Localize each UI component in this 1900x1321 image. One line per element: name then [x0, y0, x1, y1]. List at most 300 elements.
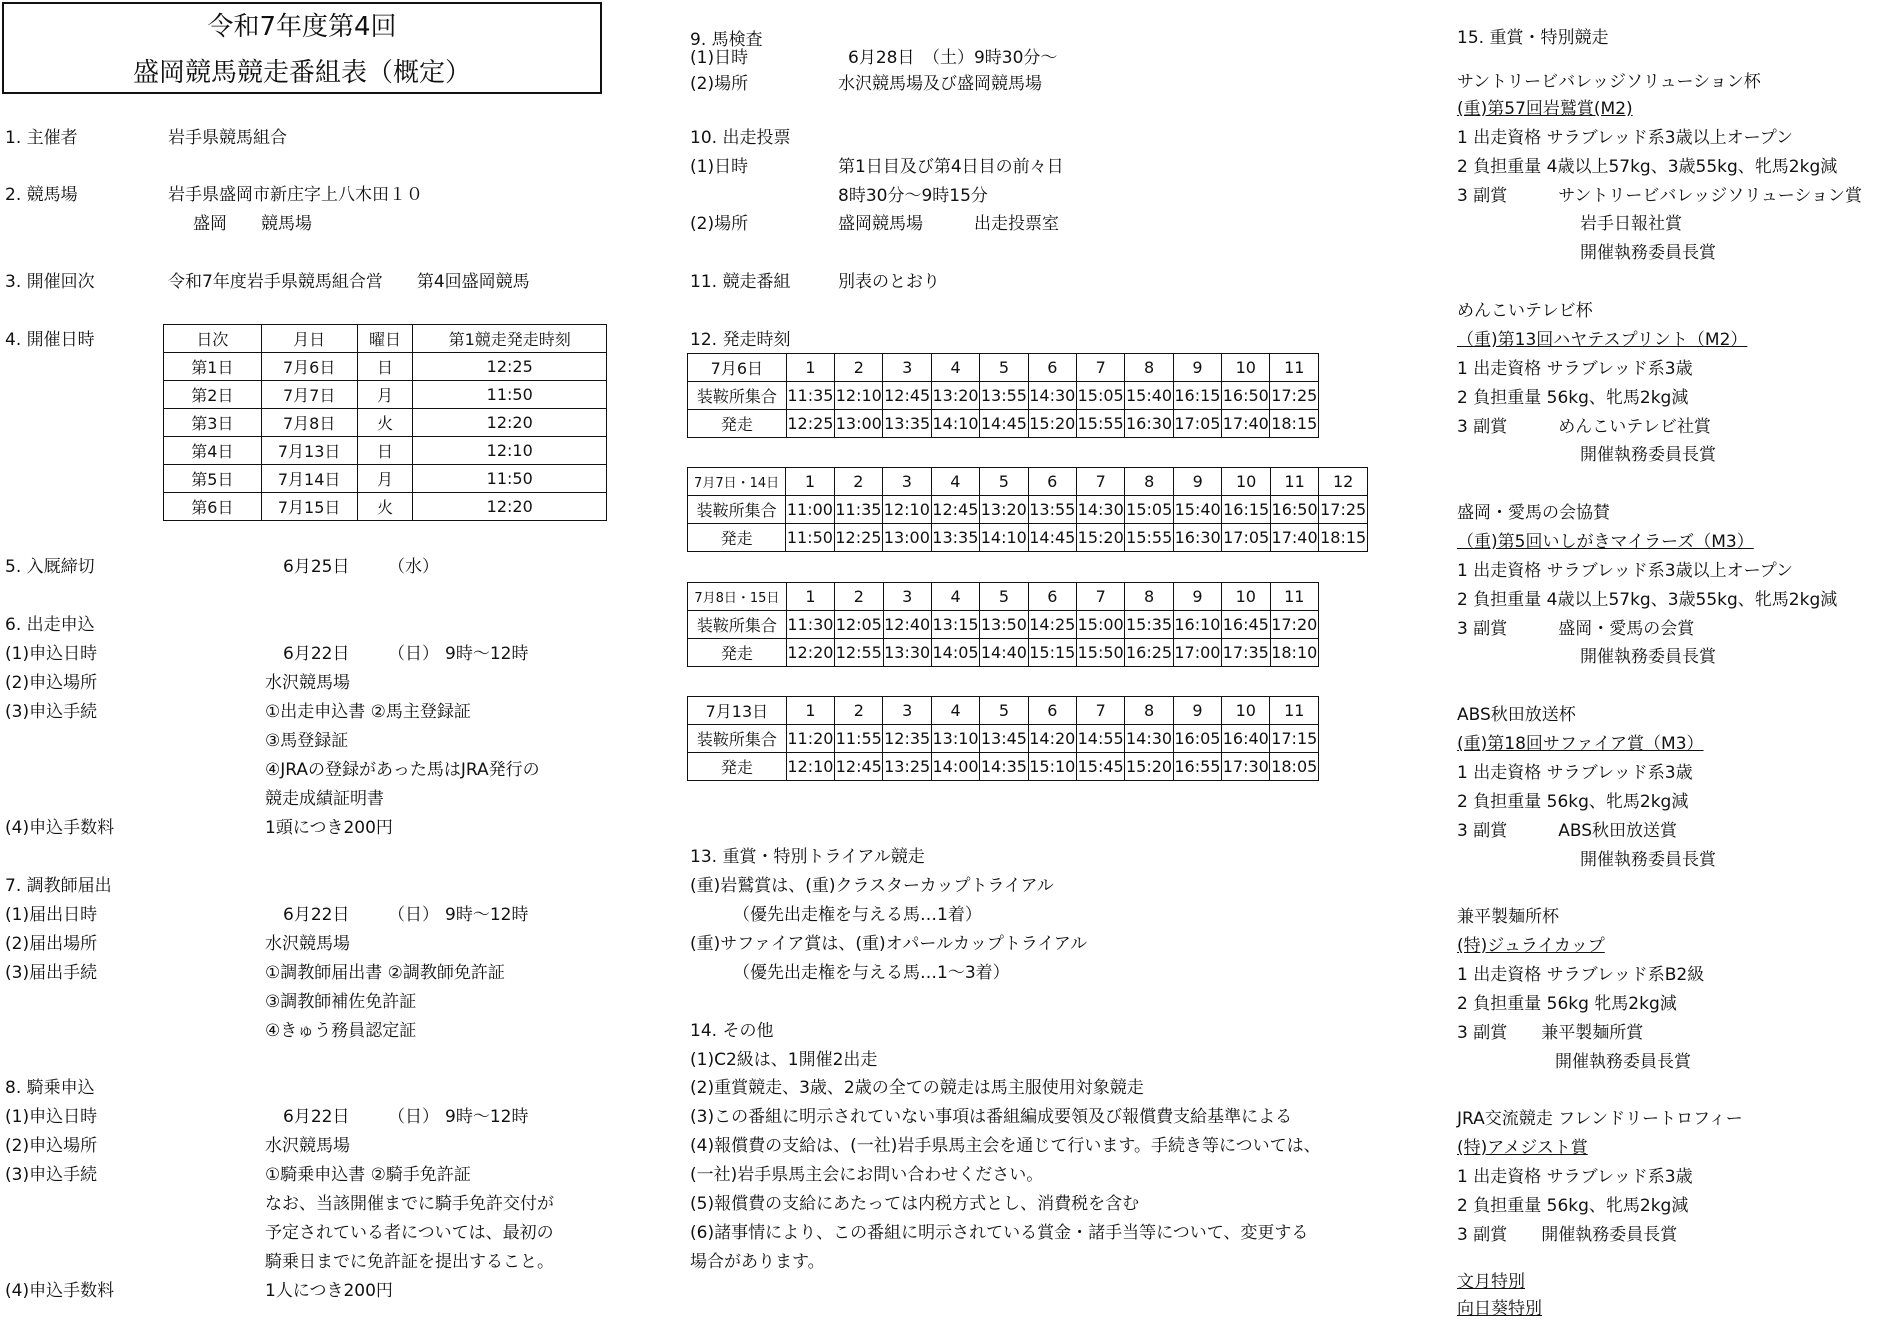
r1-eligibility: 1 出走資格 サラブレッド系3歳以上オープン — [1457, 128, 1794, 148]
r1-race: (重)第57回岩鷲賞(M2) — [1457, 99, 1633, 119]
start-row — [688, 524, 1368, 552]
time-cell: 13:20 — [980, 496, 1028, 524]
time-cell: 16:05 — [1173, 725, 1221, 753]
race-number: 9 — [1173, 583, 1221, 611]
table-row — [164, 353, 607, 381]
s13-label: 13. 重賞・特別トライアル競走 — [690, 847, 925, 867]
s13-line-2: （優先出走権を与える馬…1着） — [733, 905, 982, 925]
time-cell: 17:15 — [1270, 725, 1319, 753]
s14-line-7: (6)諸事情により、この番組に明示されている賞金・諸手当等について、変更する — [690, 1223, 1309, 1243]
time-cell: 14:10 — [980, 524, 1028, 552]
race-number: 3 — [883, 468, 931, 496]
cell: 12:20 — [413, 493, 607, 521]
time-cell: 13:10 — [931, 725, 979, 753]
time-cell: 13:00 — [835, 410, 883, 438]
cell: 第6日 — [164, 493, 262, 521]
s8-r3-line-2: なお、当該開催までに騎手免許交付が — [265, 1194, 554, 1214]
table-row — [164, 409, 607, 437]
s6-r3-line-3: ④JRAの登録があった馬はJRA発行の — [265, 760, 540, 780]
r2-weight: 2 負担重量 56kg、牝馬2kg減 — [1457, 388, 1689, 408]
time-cell: 16:55 — [1173, 753, 1221, 781]
race-number: 2 — [834, 468, 882, 496]
race-number: 2 — [835, 697, 883, 725]
race-number: 10 — [1222, 697, 1270, 725]
time-cell: 11:30 — [786, 611, 834, 639]
cell: 12:25 — [413, 353, 607, 381]
cell: 火 — [357, 409, 413, 437]
race-number: 12 — [1319, 468, 1368, 496]
r1-weight: 2 負担重量 4歳以上57kg、3歳55kg、牝馬2kg減 — [1457, 157, 1838, 177]
start-row — [688, 753, 1319, 781]
time-cell: 17:05 — [1173, 410, 1221, 438]
time-cell: 13:35 — [931, 524, 979, 552]
time-cell: 11:35 — [834, 496, 882, 524]
title-line-2: 盛岡競馬競走番組表（概定） — [132, 58, 471, 88]
s6-r3-label: (3)申込手続 — [5, 702, 98, 722]
r4-race: (重)第18回サファイア賞（M3） — [1457, 734, 1704, 754]
time-cell: 17:25 — [1270, 382, 1319, 410]
time-cell: 16:30 — [1125, 410, 1173, 438]
time-cell: 15:05 — [1125, 496, 1173, 524]
time-cell: 14:30 — [1125, 725, 1173, 753]
cell: 7月15日 — [261, 493, 357, 521]
r1-prize-2: 岩手日報社賞 — [1580, 214, 1682, 234]
race-number: 1 — [786, 468, 834, 496]
s6-r3-line-4: 競走成績証明書 — [265, 789, 384, 809]
race-number: 1 — [786, 354, 834, 382]
time-cell: 13:00 — [883, 524, 931, 552]
r5-prize-1: 3 副賞 兼平製麺所賞 — [1457, 1023, 1644, 1043]
r3-sponsor: 盛岡・愛馬の会協賛 — [1457, 503, 1610, 523]
assembly-row — [688, 611, 1319, 639]
s7-r3-line-3: ④きゅう務員認定証 — [265, 1021, 417, 1041]
r3-race: （重)第5回いしがきマイラーズ（M3） — [1457, 532, 1754, 552]
s8-r3-label: (3)申込手続 — [5, 1165, 98, 1185]
s3-label: 3. 開催回次 — [5, 272, 95, 292]
s10-r2-value: 盛岡競馬場 出走投票室 — [838, 214, 1059, 234]
start-time-table-2 — [687, 582, 1319, 667]
time-cell: 14:45 — [1028, 524, 1076, 552]
race-number: 4 — [931, 697, 979, 725]
race-number: 10 — [1222, 583, 1270, 611]
r6-race: (特)アメジスト賞 — [1457, 1138, 1588, 1158]
time-cell: 18:15 — [1319, 524, 1368, 552]
s5-dow: （水） — [388, 557, 439, 577]
table-date: 7月6日 — [688, 354, 787, 382]
s1-value: 岩手県競馬組合 — [168, 128, 287, 148]
race-number: 8 — [1125, 468, 1173, 496]
s11-value: 別表のとおり — [838, 272, 940, 292]
race-number: 11 — [1270, 354, 1319, 382]
time-cell: 15:15 — [1028, 639, 1076, 667]
r7-line-1: 文月特別 — [1457, 1272, 1525, 1292]
s6-r1-date: 6月22日 — [283, 644, 350, 664]
start-time-table-0 — [687, 353, 1319, 438]
race-number: 9 — [1173, 697, 1221, 725]
time-cell: 13:30 — [883, 639, 931, 667]
start-time-table-1 — [687, 467, 1368, 552]
assembly-row — [688, 725, 1319, 753]
r2-sponsor: めんこいテレビ杯 — [1457, 301, 1593, 321]
time-cell: 13:55 — [980, 382, 1028, 410]
race-number: 6 — [1028, 583, 1076, 611]
time-cell: 13:55 — [1028, 496, 1076, 524]
time-cell: 16:50 — [1222, 382, 1270, 410]
time-cell: 15:55 — [1076, 410, 1124, 438]
cell: 日 — [357, 437, 413, 465]
s8-r4-label: (4)申込手数料 — [5, 1281, 115, 1301]
cell: 第4日 — [164, 437, 262, 465]
s8-r1-dow: （日） — [388, 1107, 439, 1127]
title-box — [2, 2, 602, 94]
time-cell: 14:55 — [1076, 725, 1124, 753]
r6-weight: 2 負担重量 56kg、牝馬2kg減 — [1457, 1196, 1689, 1216]
row-label: 発走 — [688, 639, 787, 667]
header-cell: 月日 — [261, 325, 357, 353]
s8-r2-value: 水沢競馬場 — [265, 1136, 350, 1156]
time-cell: 16:45 — [1222, 611, 1270, 639]
time-cell: 12:40 — [883, 611, 931, 639]
s6-r2-value: 水沢競馬場 — [265, 673, 350, 693]
table-date: 7月7日・14日 — [688, 468, 786, 496]
r7-line-2: 向日葵特別 — [1457, 1299, 1542, 1319]
s2-value-2: 盛岡 競馬場 — [193, 214, 312, 234]
s8-r3-line-4: 騎乗日までに免許証を提出すること。 — [265, 1252, 554, 1272]
cell: 7月8日 — [261, 409, 357, 437]
race-number: 11 — [1270, 583, 1319, 611]
time-cell: 15:20 — [1125, 753, 1173, 781]
time-cell: 15:05 — [1076, 382, 1124, 410]
s14-line-4: (4)報償費の支給は、(一社)岩手県馬主会を通じて行います。手続き等については、 — [690, 1136, 1321, 1156]
cell: 月 — [357, 381, 413, 409]
race-number: 5 — [980, 697, 1028, 725]
race-number: 6 — [1028, 468, 1076, 496]
time-cell: 11:35 — [786, 382, 834, 410]
s13-line-3: (重)サファイア賞は、(重)オパールカップトライアル — [690, 934, 1088, 954]
s7-r2-label: (2)届出場所 — [5, 934, 98, 954]
s7-r3-label: (3)届出手続 — [5, 963, 98, 983]
cell: 12:10 — [413, 437, 607, 465]
r5-race: (特)ジュライカップ — [1457, 936, 1605, 956]
s2-value: 岩手県盛岡市新庄字上八木田１０ — [168, 185, 423, 205]
time-cell: 14:30 — [1028, 382, 1076, 410]
time-cell: 11:50 — [786, 524, 834, 552]
s8-label: 8. 騎乗申込 — [5, 1078, 95, 1098]
time-cell: 14:45 — [980, 410, 1028, 438]
time-cell: 14:25 — [1028, 611, 1076, 639]
race-number: 2 — [835, 354, 883, 382]
s14-line-5: (一社)岩手県馬主会にお問い合わせください。 — [690, 1165, 1044, 1185]
race-number: 10 — [1222, 354, 1270, 382]
s10-r2-label: (2)場所 — [690, 214, 749, 234]
s7-r1-dow: （日） — [388, 905, 439, 925]
race-number-row — [688, 354, 1319, 382]
time-cell: 14:10 — [931, 410, 979, 438]
s14-label: 14. その他 — [690, 1021, 774, 1041]
race-number: 3 — [883, 354, 931, 382]
header-cell: 曜日 — [357, 325, 413, 353]
race-number: 6 — [1028, 354, 1076, 382]
start-time-table-3 — [687, 696, 1319, 781]
s6-r2-label: (2)申込場所 — [5, 673, 98, 693]
time-cell: 13:45 — [980, 725, 1028, 753]
time-cell: 14:30 — [1077, 496, 1125, 524]
time-cell: 16:10 — [1173, 611, 1221, 639]
s10-label: 10. 出走投票 — [690, 128, 791, 148]
r1-prize-3: 開催執務委員長賞 — [1580, 243, 1716, 263]
header-cell: 日次 — [164, 325, 262, 353]
s7-r3-line-1: ①調教師届出書 ②調教師免許証 — [265, 963, 505, 983]
race-number: 9 — [1173, 468, 1221, 496]
start-row — [688, 639, 1319, 667]
cell: 11:50 — [413, 381, 607, 409]
row-label: 装鞍所集合 — [688, 496, 786, 524]
s1-label: 1. 主催者 — [5, 128, 78, 148]
r4-prize-2: 開催執務委員長賞 — [1580, 850, 1716, 870]
table-date: 7月13日 — [688, 697, 787, 725]
table-row — [164, 381, 607, 409]
time-cell: 12:10 — [883, 496, 931, 524]
s6-r3-line-1: ①出走申込書 ②馬主登録証 — [265, 702, 471, 722]
time-cell: 14:35 — [980, 753, 1028, 781]
r4-sponsor: ABS秋田放送杯 — [1457, 705, 1576, 725]
row-label: 発走 — [688, 753, 787, 781]
time-cell: 17:40 — [1270, 524, 1318, 552]
s14-line-3: (3)この番組に明示されていない事項は番組編成要領及び報償費支給基準による — [690, 1107, 1293, 1127]
race-number: 9 — [1173, 354, 1221, 382]
race-number: 4 — [931, 354, 979, 382]
cell: 12:20 — [413, 409, 607, 437]
time-cell: 17:05 — [1222, 524, 1270, 552]
s9-label: 9. 馬検査 — [690, 30, 763, 50]
time-cell: 17:30 — [1222, 753, 1270, 781]
time-cell: 15:00 — [1077, 611, 1125, 639]
time-cell: 14:05 — [931, 639, 979, 667]
time-cell: 13:20 — [931, 382, 979, 410]
start-row — [688, 410, 1319, 438]
time-cell: 15:55 — [1125, 524, 1173, 552]
cell: 11:50 — [413, 465, 607, 493]
s10-r1-line-2: 8時30分～9時15分 — [838, 186, 988, 206]
s9-r1-label: (1)日時 — [690, 48, 749, 68]
assembly-row — [688, 382, 1319, 410]
time-cell: 18:15 — [1270, 410, 1319, 438]
time-cell: 13:35 — [883, 410, 931, 438]
time-cell: 12:25 — [834, 524, 882, 552]
time-cell: 14:20 — [1028, 725, 1076, 753]
table-date: 7月8日・15日 — [688, 583, 787, 611]
race-number-row — [688, 583, 1319, 611]
time-cell: 16:50 — [1270, 496, 1318, 524]
r2-prize-2: 開催執務委員長賞 — [1580, 445, 1716, 465]
s8-r1-time: 9時～12時 — [445, 1107, 529, 1127]
time-cell: 12:55 — [835, 639, 883, 667]
r5-weight: 2 負担重量 56kg 牝馬2kg減 — [1457, 994, 1677, 1014]
s5-label: 5. 入厩締切 — [5, 557, 95, 577]
time-cell: 12:45 — [883, 382, 931, 410]
race-number: 7 — [1077, 468, 1125, 496]
time-cell: 11:55 — [835, 725, 883, 753]
s6-label: 6. 出走申込 — [5, 615, 95, 635]
s8-r3-line-1: ①騎乗申込書 ②騎手免許証 — [265, 1165, 471, 1185]
s8-r1-label: (1)申込日時 — [5, 1107, 98, 1127]
time-cell: 14:40 — [980, 639, 1028, 667]
time-cell: 15:45 — [1076, 753, 1124, 781]
time-cell: 16:25 — [1125, 639, 1173, 667]
time-cell: 17:00 — [1173, 639, 1221, 667]
race-number: 2 — [835, 583, 883, 611]
race-number: 11 — [1270, 697, 1319, 725]
s2-label: 2. 競馬場 — [5, 185, 78, 205]
s10-r1-line-1: 第1日目及び第4日目の前々日 — [838, 157, 1064, 177]
time-cell: 13:25 — [883, 753, 931, 781]
cell: 第1日 — [164, 353, 262, 381]
race-number: 4 — [931, 583, 979, 611]
race-number: 10 — [1222, 468, 1270, 496]
title-line-1: 令和7年度第4回 — [207, 12, 397, 42]
time-cell: 12:05 — [835, 611, 883, 639]
time-cell: 17:25 — [1319, 496, 1368, 524]
race-number: 7 — [1077, 583, 1125, 611]
time-cell: 12:35 — [883, 725, 931, 753]
time-cell: 15:10 — [1028, 753, 1076, 781]
race-number: 1 — [786, 697, 834, 725]
race-number: 8 — [1125, 697, 1173, 725]
s6-r3-line-2: ③馬登録証 — [265, 731, 349, 751]
s8-r3-line-3: 予定されている者については、最初の — [265, 1223, 554, 1243]
time-cell: 18:10 — [1270, 639, 1319, 667]
time-cell: 12:20 — [786, 639, 834, 667]
cell: 月 — [357, 465, 413, 493]
race-number: 5 — [980, 468, 1028, 496]
r6-prize-1: 3 副賞 開催執務委員長賞 — [1457, 1225, 1678, 1245]
cell: 日 — [357, 353, 413, 381]
s8-r4-value: 1人につき200円 — [265, 1281, 393, 1301]
s13-line-4: （優先出走権を与える馬…1～3着） — [733, 963, 1010, 983]
time-cell: 11:20 — [786, 725, 834, 753]
time-cell: 16:30 — [1173, 524, 1221, 552]
r1-prize-1: 3 副賞 サントリービバレッジソリューション賞 — [1457, 186, 1863, 206]
time-cell: 17:35 — [1222, 639, 1270, 667]
cell: 7月13日 — [261, 437, 357, 465]
time-cell: 16:15 — [1222, 496, 1270, 524]
r5-prize-2: 開催執務委員長賞 — [1555, 1052, 1691, 1072]
time-cell: 11:00 — [786, 496, 834, 524]
time-cell: 12:10 — [835, 382, 883, 410]
race-number: 6 — [1028, 697, 1076, 725]
s8-r2-label: (2)申込場所 — [5, 1136, 98, 1156]
race-number-row — [688, 468, 1368, 496]
s6-r4-value: 1頭につき200円 — [265, 818, 393, 838]
s14-line-2: (2)重賞競走、3歳、2歳の全ての競走は馬主服使用対象競走 — [690, 1078, 1144, 1098]
time-cell: 12:45 — [931, 496, 979, 524]
cell: 第3日 — [164, 409, 262, 437]
time-cell: 13:50 — [980, 611, 1028, 639]
s7-label: 7. 調教師届出 — [5, 876, 112, 896]
time-cell: 15:20 — [1028, 410, 1076, 438]
race-number: 4 — [931, 468, 979, 496]
race-number: 5 — [980, 354, 1028, 382]
time-cell: 15:40 — [1173, 496, 1221, 524]
s6-r4-label: (4)申込手数料 — [5, 818, 115, 838]
time-cell: 17:40 — [1222, 410, 1270, 438]
race-number: 11 — [1270, 468, 1318, 496]
race-number: 5 — [980, 583, 1028, 611]
header-cell: 第1競走発走時刻 — [413, 325, 607, 353]
r3-prize-1: 3 副賞 盛岡・愛馬の会賞 — [1457, 619, 1695, 639]
row-label: 装鞍所集合 — [688, 382, 787, 410]
s14-line-1: (1)C2級は、1開催2出走 — [690, 1050, 878, 1070]
row-label: 装鞍所集合 — [688, 725, 787, 753]
s7-r2-value: 水沢競馬場 — [265, 934, 350, 954]
s7-r1-date: 6月22日 — [283, 905, 350, 925]
s7-r3-line-2: ③調教師補佐免許証 — [265, 992, 417, 1012]
s8-r1-date: 6月22日 — [283, 1107, 350, 1127]
s11-label: 11. 競走番組 — [690, 272, 791, 292]
time-cell: 14:00 — [931, 753, 979, 781]
race-number: 1 — [786, 583, 834, 611]
time-cell: 15:40 — [1125, 382, 1173, 410]
race-number: 8 — [1125, 583, 1173, 611]
time-cell: 18:05 — [1270, 753, 1319, 781]
time-cell: 17:20 — [1270, 611, 1319, 639]
s13-line-1: (重)岩鷲賞は、(重)クラスターカップトライアル — [690, 876, 1054, 896]
time-cell: 12:25 — [786, 410, 834, 438]
s9-r2-value: 水沢競馬場及び盛岡競馬場 — [838, 74, 1042, 94]
row-label: 発走 — [688, 524, 786, 552]
s12-label: 12. 発走時刻 — [690, 330, 791, 350]
s5-date: 6月25日 — [283, 557, 350, 577]
r3-eligibility: 1 出走資格 サラブレッド系3歳以上オープン — [1457, 561, 1794, 581]
r2-race: （重)第13回ハヤテスプリント（M2） — [1457, 330, 1748, 350]
time-cell: 16:40 — [1222, 725, 1270, 753]
s14-line-8: 場合があります。 — [690, 1252, 825, 1272]
s9-r1-value: 6月28日 （土）9時30分～ — [848, 48, 1058, 68]
race-number: 7 — [1076, 354, 1124, 382]
time-cell: 13:15 — [931, 611, 979, 639]
s7-r1-time: 9時～12時 — [445, 905, 529, 925]
r5-sponsor: 兼平製麺所杯 — [1457, 907, 1559, 927]
table-row — [164, 465, 607, 493]
s9-r2-label: (2)場所 — [690, 74, 749, 94]
race-number: 7 — [1076, 697, 1124, 725]
time-cell: 12:45 — [835, 753, 883, 781]
row-label: 装鞍所集合 — [688, 611, 787, 639]
s6-r1-dow: （日） — [388, 644, 439, 664]
time-cell: 15:50 — [1077, 639, 1125, 667]
time-cell: 16:15 — [1173, 382, 1221, 410]
r4-prize-1: 3 副賞 ABS秋田放送賞 — [1457, 821, 1678, 841]
s7-r1-label: (1)届出日時 — [5, 905, 98, 925]
s3-value: 令和7年度岩手県競馬組合営 第4回盛岡競馬 — [168, 272, 530, 292]
row-label: 発走 — [688, 410, 787, 438]
race-number: 3 — [883, 697, 931, 725]
r6-sponsor: JRA交流競走 フレンドリートロフィー — [1457, 1109, 1743, 1129]
r4-weight: 2 負担重量 56kg、牝馬2kg減 — [1457, 792, 1689, 812]
r2-eligibility: 1 出走資格 サラブレッド系3歳 — [1457, 359, 1693, 379]
race-number: 3 — [883, 583, 931, 611]
race-number: 8 — [1125, 354, 1173, 382]
s15-label: 15. 重賞・特別競走 — [1457, 28, 1609, 48]
r5-eligibility: 1 出走資格 サラブレッド系B2級 — [1457, 965, 1705, 985]
assembly-row — [688, 496, 1368, 524]
r3-weight: 2 負担重量 4歳以上57kg、3歳55kg、牝馬2kg減 — [1457, 590, 1838, 610]
s6-r1-time: 9時～12時 — [445, 644, 529, 664]
time-cell: 12:10 — [786, 753, 834, 781]
cell: 第5日 — [164, 465, 262, 493]
race-number-row — [688, 697, 1319, 725]
s4-label: 4. 開催日時 — [5, 330, 95, 350]
